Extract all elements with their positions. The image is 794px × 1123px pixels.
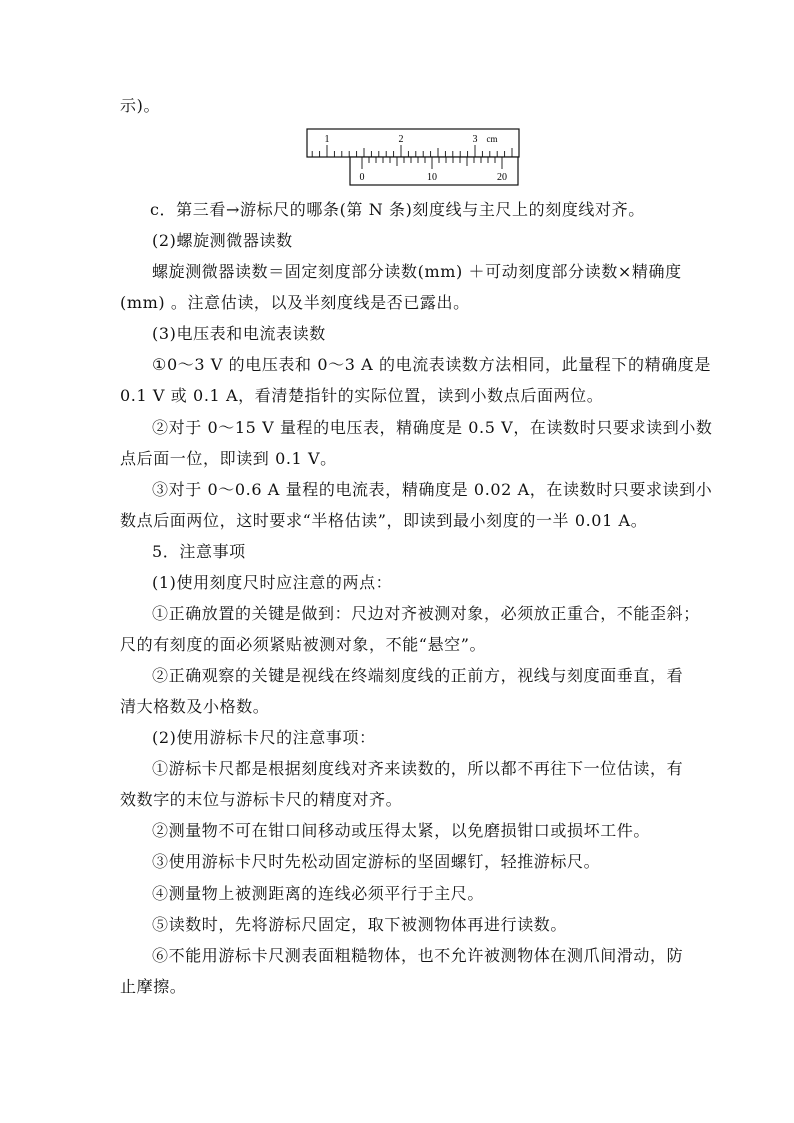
main-scale-label: 3 [472,134,478,145]
text-line: ②测量物不可在钳口间移动或压得太紧，以免磨损钳口或损坏工件。 [152,821,651,840]
text-line: 效数字的末位与游标卡尺的精度对齐。 [120,790,403,809]
text-line: 示)。 [120,96,161,115]
subsection-heading: (2)使用游标卡尺的注意事项： [152,728,376,747]
main-scale-label: 1 [324,134,330,145]
vernier-scale-label: 10 [427,172,437,183]
text-line: 0.1 V 或 0.1 A，看清楚指针的实际位置，读到小数点后面两位。 [120,386,604,405]
text-line: 螺旋测微器读数＝固定刻度部分读数(mm) ＋可动刻度部分读数×精确度 [152,262,682,281]
text-line: (mm) 。注意估读，以及半刻度线是否已露出。 [120,293,470,312]
text-line: 点后面一位，即读到 0.1 V。 [120,449,337,468]
text-line: 清大格数及小格数。 [120,697,270,716]
text-line: ②对于 0～15 V 量程的电压表，精确度是 0.5 V，在读数时只要求读到小数 [152,418,713,437]
text-line: 数点后面两位，这时要求“半格估读”，即读到最小刻度的一半 0.01 A。 [120,511,648,530]
subsection-heading: (1)使用刻度尺时应注意的两点： [152,573,393,592]
main-scale-label: 2 [398,134,404,145]
vernier-scale-label: 20 [497,172,507,183]
text-line: ③使用游标卡尺时先松动固定游标的坚固螺钉，轻推游标尺。 [152,852,601,871]
vernier-caliper-figure [306,128,520,188]
text-line: 尺的有刻度的面必须紧贴被测对象，不能“悬空”。 [120,635,487,654]
text-line: ①游标卡尺都是根据刻度线对齐来读数的，所以都不再往下一位估读，有 [152,759,684,778]
vernier-caliper-diagram [306,128,520,188]
text-line: ④测量物上被测距离的连线必须平行于主尺。 [152,884,485,903]
text-line: ③对于 0～0.6 A 量程的电流表，精确度是 0.02 A，在读数时只要求读到小 [152,480,713,499]
text-line: ⑤读数时，先将游标尺固定，取下被测物体再进行读数。 [152,915,568,934]
vernier-scale-label: 0 [359,172,365,183]
text-line: c．第三看→游标尺的哪条(第 N 条)刻度线与主尺上的刻度线对齐。 [150,200,645,219]
section-heading: (3)电压表和电流表读数 [152,324,326,343]
text-line: ⑥不能用游标卡尺测表面粗糙物体，也不允许被测物体在测爪间滑动，防 [152,946,684,965]
section-heading: (2)螺旋测微器读数 [152,231,293,250]
section-heading: 5．注意事项 [152,542,246,561]
text-line: ①正确放置的关键是做到：尺边对齐被测对象，必须放正重合，不能歪斜； [152,604,700,623]
unit-label: cm [486,134,498,144]
text-line: ②正确观察的关键是视线在终端刻度线的正前方，视线与刻度面垂直，看 [152,666,684,685]
text-line: 止摩擦。 [120,977,187,996]
text-line: ①0～3 V 的电压表和 0～3 A 的电流表读数方法相同，此量程下的精确度是 [152,355,712,374]
